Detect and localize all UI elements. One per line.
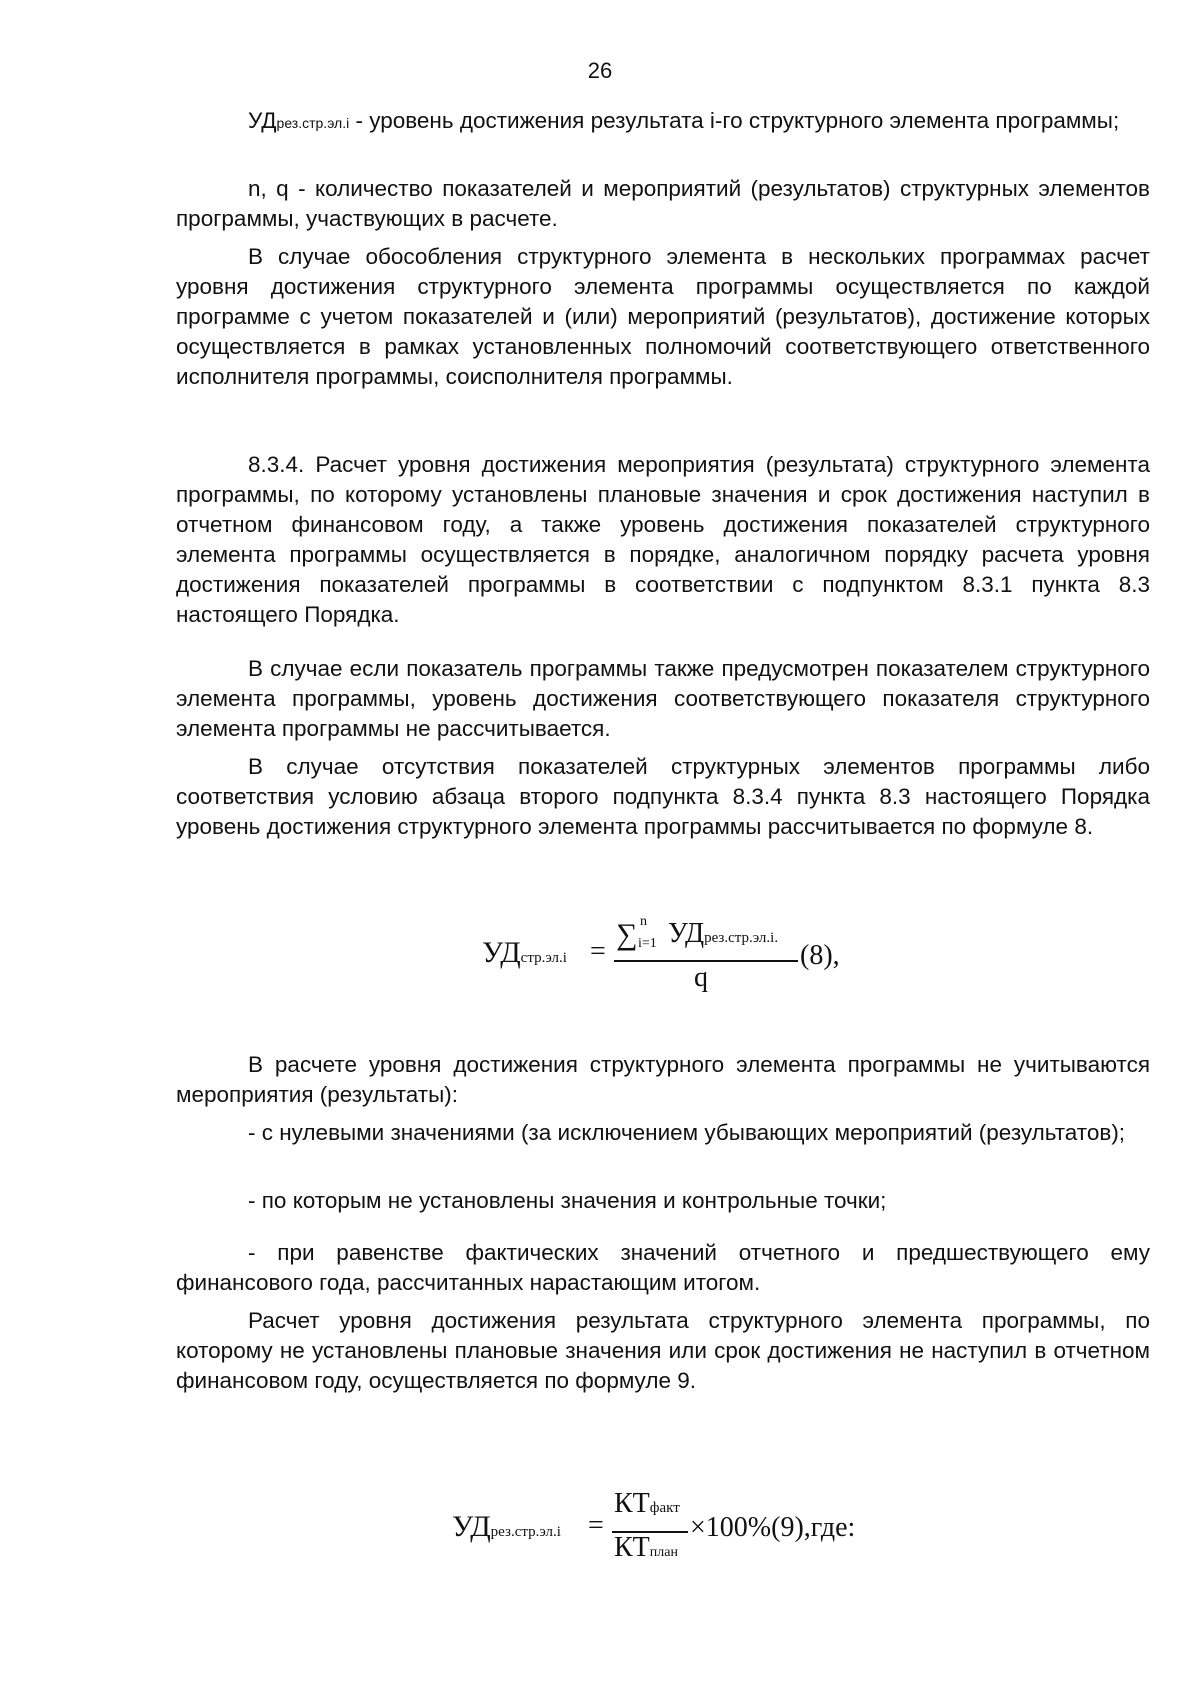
list-item-equal-values: - при равенстве фактических значений отчетного и предшествующего ему финансового года, рассчитанных нарастающим итогом.: [176, 1240, 1150, 1295]
paragraph-8-3-4: 8.3.4. Расчет уровня достижения мероприятия (результата) структурного элемента программы, по которому установлены плановые значения и срок достижения наступил в отчетном финансовом году, а также уровень достижения показателей структурного элемента программы осуществляется в порядке, аналогичном порядку расчета уровня достижения показателей программы в соответствии с подпунктом 8.3.1 пункта 8.3 настоящего Порядка.: [176, 452, 1150, 627]
paragraph-formula-9-intro: Расчет уровня достижения результата структурного элемента программы, по которому не установлены плановые значения или срок достижения не наступил в отчетном финансовом году, осуществляется по формуле 9.: [176, 1308, 1150, 1393]
formula-9-numerator-subscript: факт: [649, 1500, 680, 1516]
page-number: 26: [587, 58, 613, 83]
formula-8-numerator-subscript: рез.стр.эл.i.: [704, 930, 779, 946]
list-item-no-values: - по которым не установлены значения и контрольные точки;: [248, 1188, 887, 1213]
paragraph-definition-nq: n, q - количество показателей и мероприятий (результатов) структурных элементов программы, участвующих в расчете.: [176, 176, 1150, 231]
formula-8-sum-lower: i=1: [638, 936, 657, 951]
sigma-symbol: ∑: [616, 918, 638, 951]
paragraph-indicator-case: В случае если показатель программы также предусмотрен показателем структурного элемента программы, уровень достижения соответствующего показателя структурного элемента программы не рассчитывается.: [176, 656, 1150, 741]
paragraph-separation-case: В случае обособления структурного элемента в нескольких программах расчет уровня достижения структурного элемента программы осуществляется по каждой программе с учетом показателей и (или) мероприятий (результатов), достижение которых осуществляется в рамках установленных полномочий соответствующего ответственного исполнителя программы, соисполнителя программы.: [176, 244, 1150, 389]
list-item-zero-values: - с нулевыми значениями (за исключением убывающих мероприятий (результатов);: [248, 1120, 1126, 1145]
formula-8-numerator-term: УДрез.стр.эл.i.: [668, 918, 779, 949]
formula-9-label: ×100%(9),где:: [690, 1512, 856, 1543]
paragraph-exclusions-intro: В расчете уровня достижения структурного элемента программы не учитываются мероприятия (результаты):: [176, 1052, 1150, 1107]
ud-symbol-subscript: рез.стр.эл.i: [276, 115, 350, 131]
ud-symbol: УД: [248, 108, 277, 133]
formula-9-denominator-subscript: план: [649, 1545, 678, 1560]
formula-8-denominator: q: [694, 962, 708, 993]
formula-9-lhs: УДрез.стр.эл.i: [452, 1510, 561, 1543]
formula-9-denominator: КТплан: [614, 1532, 678, 1563]
formula-9-numerator: КТфакт: [614, 1488, 680, 1519]
formula-9-lhs-subscript: рез.стр.эл.i: [490, 1524, 561, 1540]
formula-8-label: (8),: [800, 940, 840, 971]
formula-8-equals: =: [590, 936, 606, 967]
formula-9-equals: =: [588, 1510, 604, 1541]
formula-8-sum-upper: n: [640, 914, 647, 929]
paragraph-formula-8-intro: В случае отсутствия показателей структурных элементов программы либо соответствия условию абзаца второго подпункта 8.3.4 пункта 8.3 настоящего Порядка уровень достижения структурного элемента программы рассчитывается по формуле 8.: [176, 754, 1150, 839]
formula-8-lhs: УДстр.эл.i: [482, 936, 567, 969]
ud-definition-text: - уровень достижения результата i-го структурного элемента программы;: [349, 108, 1120, 133]
formula-8-lhs-subscript: стр.эл.i: [520, 950, 567, 966]
